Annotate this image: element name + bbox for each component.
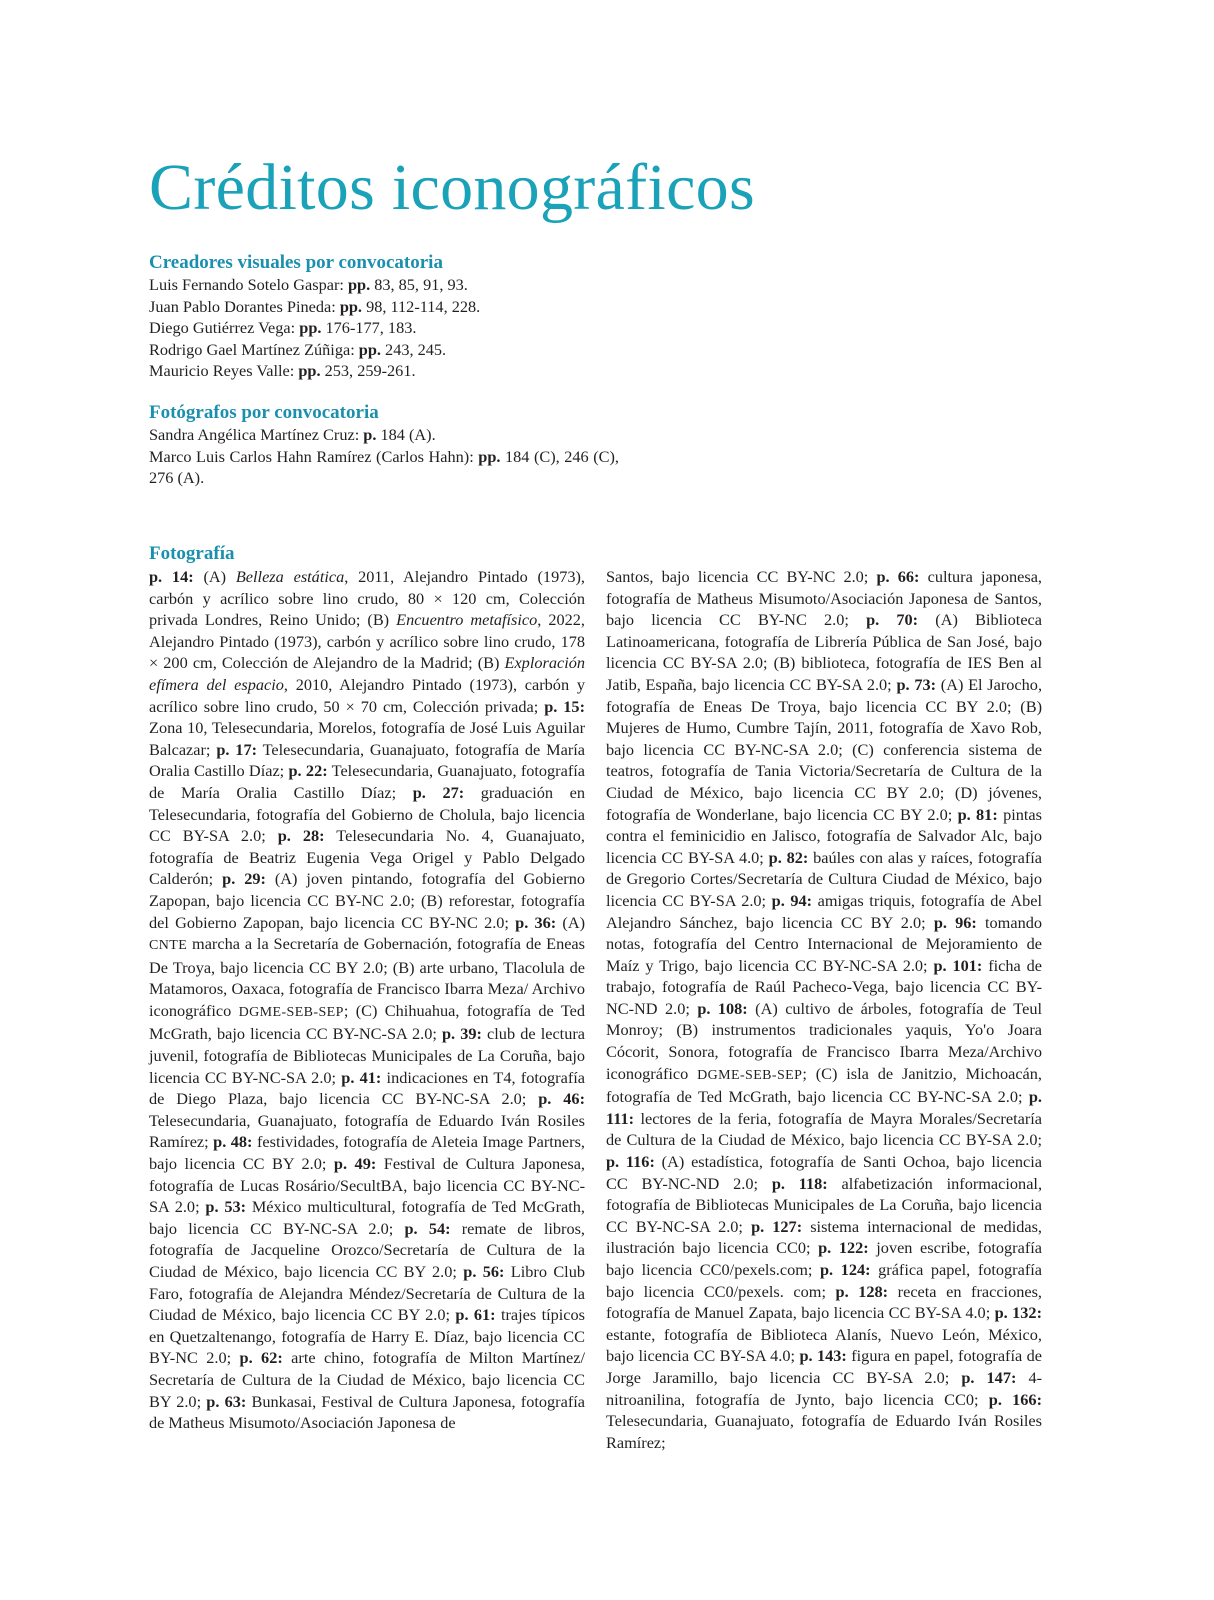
page-reference: p. 48: (213, 1132, 253, 1152)
page-reference: p. 15: (544, 696, 585, 716)
credit-text: cultura japonesa, fotografía de Matheus Misumoto/Asociación Japonesa de Santos, bajo licencia CC BY-NC 2.0; (606, 567, 1042, 630)
credit-text: joven escribe, fotografía bajo licencia CC0/pexels.com; (606, 1238, 1042, 1279)
page-reference: p. 108: (697, 998, 748, 1018)
credit-text: club de lectura juvenil, fotografía de Bibliotecas Municipales de La Coruña, bajo licencia CC BY-NC-SA 2.0; (149, 1024, 585, 1087)
credit-entry (149, 296, 480, 318)
credit-text: , 2011, Alejandro Pintado (1973), carbón y acrílico sobre lino crudo, 80 × 120 cm, Colección privada Londres, Reino Unido; (B) (149, 567, 585, 630)
fotografia-section (149, 543, 234, 565)
page-reference: p. 70: (866, 610, 919, 630)
credit-text: estante, fotografía de Biblioteca Alanís, Nuevo León, México, bajo licencia CC BY-SA 4.0; (606, 1324, 1042, 1366)
page-reference: p. 54: (404, 1218, 451, 1238)
credit-page-prefix: pp. (354, 339, 381, 359)
credit-text: México multicultural, fotografía de Ted McGrath, bajo licencia CC BY-NC-SA 2.0; (149, 1197, 586, 1238)
credit-text: marcha a la Secretaría de Gobernación, fotografía de Eneas De Troya, bajo licencia CC BY 2.0; (B) arte urbano, Tlacolula de Matamoros, Oaxaca, fotografía de Francisco Ibarra Meza/ Archivo iconográfico (149, 934, 585, 1020)
credit-pages: 184 (C), 246 (C), 276 (A). (149, 446, 619, 488)
credit-text: sistema internacional de medidas, ilustración bajo licencia CC0; (606, 1216, 1042, 1258)
credit-text: receta en fracciones, fotografía de Manuel Zapata, bajo licencia CC BY-SA 4.0; (606, 1281, 1042, 1323)
page-reference: p. 66: (876, 567, 920, 586)
credit-text: Festival de Cultura Japonesa, fotografía de Lucas Rosário/SecultBA, bajo licencia CC BY-NC-SA 2.0; (149, 1154, 585, 1217)
credit-entry (149, 424, 619, 446)
credit-name: Diego Gutiérrez Vega: (149, 318, 296, 338)
acronym: CNTE (149, 938, 188, 954)
page-reference: p. 41: (341, 1067, 382, 1087)
credit-text: Telesecundaria, Guanajuato, fotografía de María Oralia Castillo Díaz; (149, 739, 585, 781)
page-reference: p. 61: (455, 1305, 496, 1325)
credit-text: arte chino, fotografía de Milton Martínez/ Secretaría de Cultura de la Ciudad de México, bajo licencia CC BY 2.0; (149, 1348, 585, 1411)
credit-text: , 2010, Alejandro Pintado (1973), carbón y acrílico sobre lino crudo, 50 × 70 cm, Colección privada; (149, 674, 585, 716)
credit-entry (149, 446, 619, 489)
page-reference: p. 49: (333, 1154, 377, 1174)
page-reference: p. 147: (961, 1367, 1017, 1387)
page-reference: p. 127: (751, 1216, 803, 1236)
page-reference: p. 116: (606, 1152, 655, 1172)
page-reference: p. 14: (149, 567, 194, 586)
page-reference: p. 101: (933, 955, 983, 975)
acronym: DGME-SEB-SEP (238, 1004, 344, 1020)
credit-text: Telesecundaria, Guanajuato, fotografía de María Oralia Castillo Díaz; (149, 761, 586, 802)
credit-text: Telesecundaria, Guanajuato, fotografía de Eduardo Iván Rosiles Ramírez; (149, 1110, 585, 1152)
page-reference: p. 132: (994, 1303, 1042, 1323)
credit-text: Telesecundaria, Guanajuato, fotografía de Eduardo Iván Rosiles Ramírez; (606, 1411, 1042, 1452)
credit-pages: 98, 112-114, 228. (362, 296, 481, 316)
acronym: DGME-SEB-SEP (697, 1067, 803, 1083)
page-reference: p. 17: (216, 739, 258, 759)
credit-text: tomando notas, fotografía del Centro Internacional de Mejoramiento de Maíz y Trigo, bajo licencia CC BY-NC-SA 2.0; (606, 912, 1042, 975)
credit-entry (149, 274, 480, 296)
credit-text: ; (C) isla de Janitzio, Michoacán, fotografía de Ted McGrath, bajo licencia CC BY-NC-SA 2.0; (606, 1063, 1042, 1107)
credit-name: Mauricio Reyes Valle: (149, 361, 295, 381)
credit-text: , 2022, Alejandro Pintado (1973), carbón y acrílico sobre lino crudo, 178 × 200 cm, Colección de Alejandro de la Madrid; (B) (149, 610, 585, 673)
credit-text: Santos, bajo licencia CC BY-NC 2.0; (606, 567, 877, 586)
page-reference: p. 128: (835, 1281, 889, 1301)
credit-text: pintas contra el feminicidio en Jalisco, fotografía de Salvador Alc, bajo licencia CC BY-SA 4.0; (606, 804, 1042, 867)
credit-name: Luis Fernando Sotelo Gaspar: (149, 275, 344, 294)
credit-page-prefix: p. (359, 425, 377, 444)
page-reference: p. 96: (933, 912, 977, 932)
credit-text: Zona 10, Telesecundaria, Morelos, fotografía de José Luis Aguilar Balcazar; (149, 718, 585, 759)
page-reference: p. 73: (896, 674, 937, 694)
credit-text: remate de libros, fotografía de Jacqueline Orozco/Secretaría de Cultura de la Ciudad de México, bajo licencia CC BY 2.0; (149, 1218, 585, 1281)
page-reference: p. 53: (205, 1197, 247, 1217)
credit-pages: 243, 245. (380, 339, 447, 359)
credit-text: gráfica papel, fotografía bajo licencia CC0/pexels. com; (606, 1260, 1043, 1301)
page-reference: p. 27: (412, 782, 465, 802)
credit-page-prefix: pp. (294, 361, 321, 381)
credit-entry (149, 339, 480, 361)
page-reference: p. 82: (768, 847, 809, 867)
credit-text: figura en papel, fotografía de Jorge Jaramillo, bajo licencia CC BY-SA 2.0; (606, 1346, 1042, 1387)
page-reference: p. 56: (463, 1262, 505, 1281)
credit-name: Sandra Angélica Martínez Cruz: (149, 425, 360, 444)
page-reference: p. 118: (771, 1173, 828, 1193)
credit-text: trajes típicos en Quetzaltenango, fotografía de Harry E. Díaz, bajo licencia CC BY-NC 2.0; (149, 1305, 585, 1368)
credit-text: (A) estadística, fotografía de Santi Ochoa, bajo licencia CC BY-NC-ND 2.0; (606, 1152, 1043, 1193)
page-reference: p. 62: (239, 1348, 283, 1368)
credit-text: (A) joven pintando, fotografía del Gobierno Zapopan, bajo licencia CC BY-NC 2.0; (B) reforestar, fotografía del Gobierno Zapopan, bajo licencia CC BY-NC 2.0; (149, 869, 585, 932)
page-reference: p. 143: (799, 1346, 847, 1366)
credit-text: indicaciones en T4, fotografía de Diego Plaza, bajo licencia CC BY-NC-SA 2.0; (149, 1067, 585, 1109)
credit-page-prefix: pp. (335, 296, 363, 316)
visual-creators-section (149, 252, 480, 382)
visual-creators-list (149, 274, 480, 382)
page-reference: p. 39: (441, 1024, 482, 1044)
page-reference: p. 94: (771, 890, 813, 910)
credit-text: lectores de la feria, fotografía de Mayra Morales/Secretaría de Cultura de la Ciudad de México, bajo licencia CC BY-SA 2.0; (606, 1108, 1042, 1150)
page-reference: p. 63: (206, 1391, 247, 1411)
credit-entry (149, 317, 480, 339)
credit-name: Marco Luis Carlos Hahn Ramírez (Carlos Hahn): (149, 446, 474, 466)
page-title: Créditos iconográficos (149, 151, 755, 224)
credit-name: Juan Pablo Dorantes Pineda: (149, 296, 336, 316)
credit-text: (A) El Jarocho, fotografía de Eneas De Troya, bajo licencia CC BY 2.0; (B) Mujeres de Humo, Cumbre Tajín, 2011, fotografía de Xavo Rob, bajo licencia CC BY-NC-SA 2.0; (C) conferencia sistema de teatros, fotografía de Tania Victoria/Secretaría de Cultura de la Ciudad de México, bajo licencia CC BY 2.0; (D) jóvenes, fotografía de Wonderlane, bajo licencia CC BY 2.0; (606, 674, 1043, 824)
credit-text: ficha de trabajo, fotografía de Raúl Pacheco-Vega, bajo licencia CC BY-NC-ND 2.0; (606, 955, 1042, 1018)
photographers-section (149, 402, 619, 489)
fotografia-left-column (149, 566, 585, 1434)
credit-text: (A) (193, 567, 236, 586)
credit-text: ; (C) Chihuahua, fotografía de Ted McGrath, bajo licencia CC BY-NC-SA 2.0; (149, 1000, 585, 1044)
credit-page-prefix: pp. (473, 446, 501, 466)
page-reference: p. 124: (820, 1260, 871, 1279)
artwork-title: Belleza estática (235, 567, 345, 586)
artwork-title: Encuentro metafísico (396, 610, 538, 630)
credit-text: alfabetización informacional, fotografía de Bibliotecas Municipales de La Coruña, bajo licencia CC BY-NC-SA 2.0; (606, 1173, 1043, 1236)
credit-name: Rodrigo Gael Martínez Zúñiga: (149, 339, 355, 359)
credit-pages: 176-177, 183. (321, 318, 417, 338)
page-reference: p. 111: (606, 1087, 1042, 1128)
credit-text: 4-nitroanilina, fotografía de Jynto, bajo licencia CC0; (606, 1367, 1043, 1409)
credit-entry (149, 360, 480, 382)
fotografia-right-column (606, 566, 1042, 1453)
page-reference: p. 166: (988, 1389, 1042, 1409)
credit-text: (A) cultivo de árboles, fotografía de Teul Monroy; (B) instrumentos tradicionales yaquis, Yo'o Joara Cócorit, Sonora, fotografía de Francisco Ibarra Meza/Archivo iconográfico (606, 998, 1042, 1083)
credit-pages: 184 (A). (376, 425, 436, 444)
credit-pages: 83, 85, 91, 93. (370, 275, 468, 294)
fotografia-heading: Fotografía (149, 543, 235, 564)
visual-creators-heading: Creadores visuales por convocatoria (149, 252, 443, 273)
page-reference: p. 28: (277, 826, 325, 846)
artwork-title: Exploración efímera del espacio (149, 653, 585, 694)
credit-text: (A) Biblioteca Latinoamericana, fotografía de Librería Pública de San José, bajo licencia CC BY-SA 2.0; (B) biblioteca, fotografía de IES Ben al Jatib, España, bajo licencia CC BY-SA 2.0; (606, 610, 1042, 694)
page-reference: p. 122: (818, 1238, 869, 1258)
photographers-heading: Fotógrafos por convocatoria (149, 402, 379, 423)
credit-pages: 253, 259-261. (320, 361, 416, 381)
page-reference: p. 46: (538, 1089, 585, 1109)
page-reference: p. 29: (222, 869, 266, 889)
page-reference: p. 22: (288, 761, 328, 781)
credit-text: (A) (556, 912, 586, 932)
photographers-list (149, 424, 619, 489)
credit-page-prefix: pp. (295, 318, 322, 338)
credit-text: baúles con alas y raíces, fotografía de Gregorio Cortes/Secretaría de Cultura Ciudad de México, bajo licencia CC BY-SA 2.0; (606, 847, 1042, 910)
credit-text: festividades, fotografía de Aleteia Image Partners, bajo licencia CC BY 2.0; (149, 1132, 585, 1174)
credit-text: graduación en Telesecundaria, fotografía del Gobierno de Cholula, bajo licencia CC BY-SA 2.0; (149, 782, 586, 846)
credit-text: Bunkasai, Festival de Cultura Japonesa, fotografía de Matheus Misumoto/Asociación Japonesa de (149, 1391, 585, 1433)
credit-text: Telesecundaria No. 4, Guanajuato, fotografía de Beatriz Eugenia Vega Origel y Pablo Delgado Calderón; (149, 826, 585, 889)
page-reference: p. 36: (515, 912, 557, 932)
credit-page-prefix: pp. (343, 275, 371, 294)
credit-text: Libro Club Faro, fotografía de Alejandra Méndez/Secretaría de Cultura de la Ciudad de México, bajo licencia CC BY 2.0; (149, 1262, 585, 1325)
page-reference: p. 81: (957, 804, 998, 824)
credit-text: amigas triquis, fotografía de Abel Alejandro Sánchez, bajo licencia CC BY 2.0; (606, 890, 1042, 932)
